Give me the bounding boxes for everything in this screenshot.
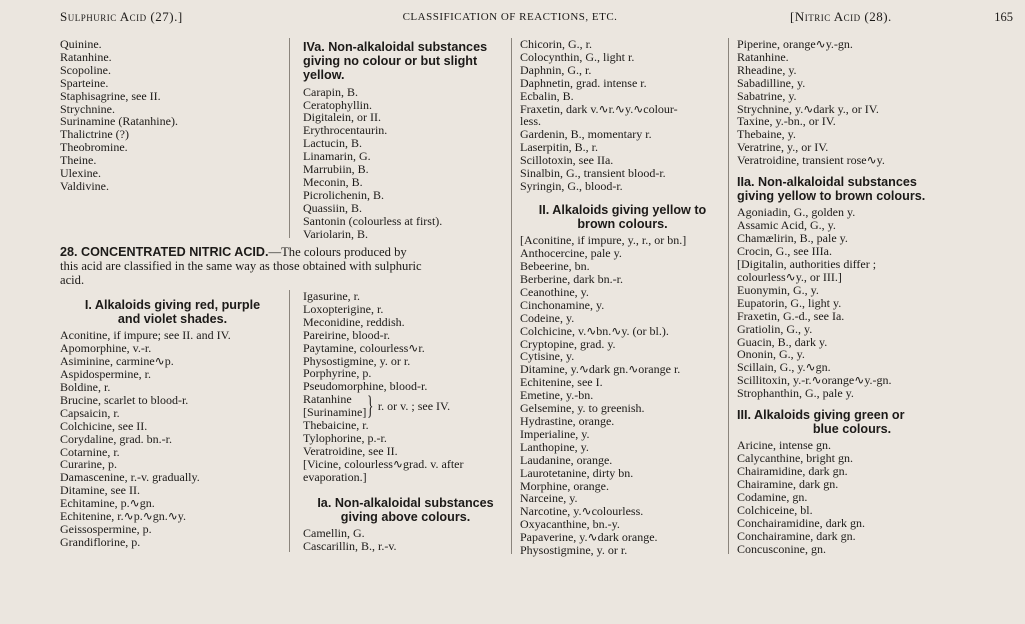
list-item: Daphnin, G., r.	[520, 62, 592, 77]
item-list	[303, 527, 508, 553]
list-item: Scillotoxin, see IIa.	[520, 153, 614, 168]
list-item: less.	[520, 114, 541, 129]
list-item: Meconidine, reddish.	[303, 314, 405, 329]
list-item: Cinchonamine, y.	[520, 297, 605, 312]
list-item: Berberine, dark bn.-r.	[520, 272, 623, 286]
list-item: Pseudomorphine, blood-r.	[303, 379, 428, 394]
paragraph-text: —The colours produced by	[268, 245, 407, 259]
list-item: Ecbalin, B.	[520, 88, 574, 103]
item-list	[303, 290, 508, 393]
list-item: Sabadilline, y.	[737, 75, 806, 90]
column-1-bottom	[60, 295, 285, 549]
item-list	[303, 86, 508, 241]
list-item: [Surinamine]	[303, 405, 367, 420]
list-item: Guacin, B., dark y.	[737, 334, 828, 349]
list-item: Codamine, gn.	[737, 490, 808, 505]
list-item: Concusconine, gn.	[737, 541, 826, 556]
column-2-bottom	[303, 290, 508, 553]
list-item: Strophanthin, G., pale y.	[737, 386, 854, 401]
list-item: Cryptopine, grad. y.	[520, 336, 616, 351]
running-head-left: Sulphuric Acid (27).]	[60, 9, 183, 24]
list-item: Codeine, y.	[520, 310, 575, 325]
list-item: Echitamine, p.∿gn.	[60, 496, 155, 511]
list-item: Sinalbin, G., transient blood-r.	[520, 166, 666, 181]
list-item: Geissospermine, p.	[60, 522, 152, 536]
paragraph-text: acid.	[60, 273, 85, 287]
list-item: Cotarnine, r.	[60, 444, 120, 459]
list-item: [Digitalin, authorities differ ;	[737, 257, 877, 272]
paragraph-text: this acid are classified in the same way as those obtained with sulphuric	[60, 259, 422, 273]
list-item: Ononin, G., y.	[737, 347, 805, 362]
list-item: Sparteine.	[60, 75, 109, 90]
list-item: Cytisine, y.	[520, 349, 575, 364]
list-item: Thebaine, y.	[737, 127, 796, 142]
list-item: Narcotine, y.∿colourless.	[520, 504, 644, 519]
list-item: Tylophorine, p.-r.	[303, 430, 387, 445]
list-item: Gelsemine, y. to greenish.	[520, 401, 645, 416]
list-item: Santonin (colourless at first).	[303, 213, 443, 228]
list-item: Gardenin, B., momentary r.	[520, 127, 652, 142]
item-list	[520, 38, 725, 193]
list-item: Digitalein, or II.	[303, 110, 381, 125]
list-item: Laudanine, orange.	[520, 452, 613, 467]
list-item: Ratanhine.	[737, 49, 789, 64]
list-item: Ulexine.	[60, 166, 101, 181]
list-item: Scopoline.	[60, 62, 111, 77]
list-item: Brucine, scarlet to blood-r.	[60, 392, 189, 407]
list-item: Quinine.	[60, 37, 102, 51]
list-item: [Aconitine, if impure, y., r., or bn.]	[520, 233, 687, 248]
list-item: [Vicine, colourless∿grad. v. after	[303, 456, 464, 471]
list-item: Lactucin, B.	[303, 136, 362, 151]
list-item: Crocin, G., see IIIa.	[737, 244, 832, 259]
list-item: Papaverine, y.∿dark orange.	[520, 530, 658, 545]
item-list	[60, 38, 285, 193]
list-item: Bebeerine, bn.	[520, 259, 590, 274]
running-head-center: CLASSIFICATION OF REACTIONS, ETC.	[402, 11, 618, 23]
list-item: Cascarillin, B., r.-v.	[303, 538, 397, 553]
item-list	[60, 329, 285, 548]
list-item: Colchiceine, bl.	[737, 503, 813, 517]
list-item: Loxopterigine, r.	[303, 301, 384, 316]
list-item: Strychnine, y.∿dark y., or IV.	[737, 101, 879, 116]
column-rule	[289, 290, 290, 552]
list-item: Picrolichenin, B.	[303, 187, 384, 202]
list-item: Narceine, y.	[520, 491, 578, 506]
column-3	[520, 38, 725, 557]
list-item: Surinamine (Ratanhine).	[60, 114, 178, 129]
list-item: Curarine, p.	[60, 457, 117, 472]
list-item: Veratroidine, see II.	[303, 443, 398, 458]
list-item: Echitenine, see I.	[520, 375, 603, 390]
section-heading: IVa. Non-alkaloidal substances giving no colour or but slight yellow.	[303, 40, 488, 83]
section-heading-Ia: Ia. Non-alkaloidal substances giving above colours.	[317, 495, 494, 524]
list-item: Imperialine, y.	[520, 426, 590, 441]
list-item: Paytamine, colourless∿r.	[303, 340, 425, 355]
list-item: Colchicine, see II.	[60, 418, 148, 433]
list-item: Valdivine.	[60, 178, 109, 193]
page-number: 165	[994, 10, 1013, 24]
list-item: Thebaicine, r.	[303, 418, 369, 433]
list-item: Porphyrine, p.	[303, 366, 372, 381]
list-item: Pareirine, blood-r.	[303, 327, 390, 342]
list-item: Asiminine, carmine∿p.	[60, 354, 174, 369]
list-item: Ditamine, see II.	[60, 483, 140, 498]
list-item: Lanthopine, y.	[520, 439, 589, 454]
column-rule	[289, 38, 290, 238]
list-item: Camellin, G.	[303, 526, 365, 540]
list-item: Ratanhine	[303, 392, 352, 407]
column-rule	[511, 38, 512, 554]
list-item: Echitenine, r.∿p.∿gn.∿y.	[60, 509, 187, 524]
list-item: Anthocercine, pale y.	[520, 246, 622, 261]
list-item: Morphine, orange.	[520, 478, 609, 493]
list-item: Linamarin, G.	[303, 149, 371, 164]
running-head-right: [Nitric Acid (28).	[790, 9, 892, 24]
list-item: Boldine, r.	[60, 380, 111, 395]
list-item: Theine.	[60, 153, 97, 168]
list-item: Variolarin, B.	[303, 226, 368, 241]
column-1-top	[60, 38, 285, 193]
list-item: Rheadine, y.	[737, 62, 797, 77]
list-item: Aconitine, if impure; see II. and IV.	[60, 328, 231, 343]
item-list	[303, 419, 508, 484]
list-item: Conchairamine, dark gn.	[737, 528, 856, 543]
list-item: Veratrine, y., or IV.	[737, 140, 829, 155]
list-item: Physostigmine, y. or r.	[303, 353, 411, 368]
list-item: Theobromine.	[60, 140, 128, 155]
list-item: Agoniadin, G., golden y.	[737, 205, 856, 220]
column-2-top	[303, 38, 508, 240]
list-item: Aricine, intense gn.	[737, 438, 831, 453]
list-item: Scillain, G., y.∿gn.	[737, 360, 831, 375]
list-item: Fraxetin, dark v.∿r.∿y.∿colour-	[520, 101, 678, 116]
section-heading-II: II. Alkaloids giving yellow to brown colours.	[538, 202, 707, 232]
section-heading-IIa: IIa. Non-alkaloidal substances giving yellow to brown colours.	[737, 175, 926, 204]
list-item: Damascenine, r.-v. gradually.	[60, 470, 200, 485]
list-item: Hydrastine, orange.	[520, 413, 615, 428]
list-item: Ditamine, y.∿dark gn.∿orange r.	[520, 362, 681, 377]
list-item: Syringin, G., blood-r.	[520, 178, 623, 193]
column-4	[737, 38, 967, 556]
list-item: Conchairamidine, dark gn.	[737, 515, 865, 530]
list-item: Chairamidine, dark gn.	[737, 464, 848, 479]
list-item: Igasurine, r.	[303, 289, 360, 303]
list-item: Corydaline, grad. bn.-r.	[60, 431, 172, 446]
section-28-paragraph	[60, 245, 505, 287]
list-item: Euonymin, G., y.	[737, 282, 819, 297]
list-item: Grandiflorine, p.	[60, 534, 141, 549]
brace-glyph: }	[367, 391, 374, 421]
section-28-heading: 28. CONCENTRATED NITRIC ACID.	[60, 245, 269, 259]
column-rule	[728, 38, 729, 554]
item-list	[737, 206, 967, 400]
section-heading-III: III. Alkaloids giving green or blue colours.	[737, 408, 905, 437]
brace-group	[303, 393, 508, 419]
list-item: evaporation.]	[303, 469, 367, 484]
list-item: Sabatrine, y.	[737, 88, 797, 103]
list-item: Capsaicin, r.	[60, 405, 120, 420]
item-list	[737, 38, 967, 167]
list-item: Thalictrine (?)	[60, 127, 129, 142]
list-item: Oxyacanthine, bn.-y.	[520, 517, 620, 532]
list-item: Strychnine.	[60, 101, 115, 116]
list-item: Scillitoxin, y.-r.∿orange∿y.-gn.	[737, 373, 892, 388]
list-item: Eupatorin, G., light y.	[737, 295, 842, 310]
list-item: Staphisagrine, see II.	[60, 88, 161, 103]
list-item: Aspidospermine, r.	[60, 367, 151, 382]
section-heading-I: I. Alkaloids giving red, purple and violet shades.	[84, 298, 261, 327]
list-item: Chamælirin, B., pale y.	[737, 231, 848, 246]
list-item: Fraxetin, G.-d., see Ia.	[737, 308, 845, 323]
list-item: Chicorin, G., r.	[520, 37, 592, 51]
list-item: Emetine, y.-bn.	[520, 388, 594, 403]
list-item: Veratroidine, transient rose∿y.	[737, 153, 885, 168]
list-item: Assamic Acid, G., y.	[737, 218, 836, 233]
list-item: Colocynthin, G., light r.	[520, 49, 635, 64]
list-item: Ceratophyllin.	[303, 97, 372, 112]
list-item: Colchicine, v.∿bn.∿y. (or bl.).	[520, 323, 669, 338]
list-item: Marrubiin, B.	[303, 162, 369, 177]
list-item: Taxine, y.-bn., or IV.	[737, 114, 836, 129]
list-item: Ratanhine.	[60, 49, 112, 64]
list-item: Ceanothine, y.	[520, 284, 589, 299]
list-item: Chairamine, dark gn.	[737, 477, 839, 492]
item-list	[520, 234, 725, 557]
list-item: Apomorphine, v.-r.	[60, 341, 152, 356]
list-item: Quassiin, B.	[303, 200, 363, 215]
list-item: Piperine, orange∿y.-gn.	[737, 37, 853, 51]
list-item: Laurotetanine, dirty bn.	[520, 465, 634, 480]
list-item: Carapin, B.	[303, 84, 358, 99]
item-list	[737, 439, 967, 555]
list-item: colourless∿y., or III.]	[737, 270, 842, 284]
list-item: Meconin, B.	[303, 174, 363, 189]
list-item: Physostigmine, y. or r.	[520, 543, 628, 558]
brace-text: r. or v. ; see IV.	[377, 398, 451, 413]
list-item: Erythrocentaurin.	[303, 123, 388, 138]
list-item: Calycanthine, bright gn.	[737, 451, 853, 466]
list-item: Daphnetin, grad. intense r.	[520, 75, 647, 90]
list-item: Gratiolin, G., y.	[737, 321, 813, 336]
list-item: Laserpitin, B., r.	[520, 140, 598, 155]
